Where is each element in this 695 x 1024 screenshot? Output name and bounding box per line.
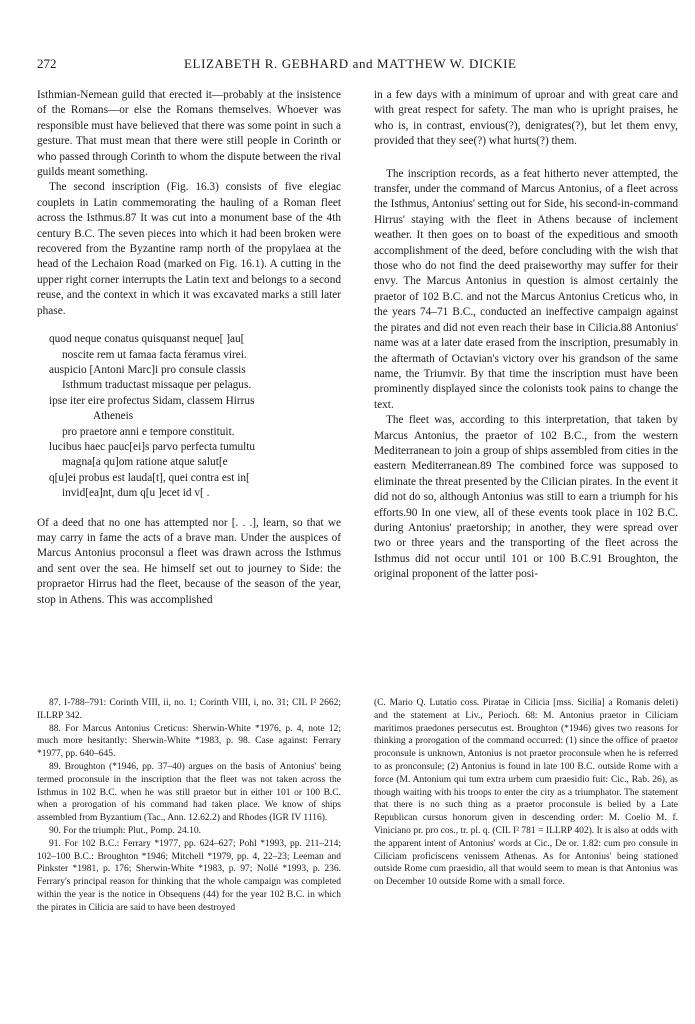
footnote-89: 89. Broughton (*1946, pp. 37–40) argues on the basis of Antonius' being termed proconsule in the inscription that the fleet was not taken across the Isthmus in 102 B.C. when he was still praetor but in either 101 or 100 B.C. when a prorogation of his command had taken place. We know of ships assembled from Byzantium (Tac., Ann. 12.62.2) and Rhodes (IGR IV 1116). bbox=[37, 761, 341, 824]
footnote-90: 90. For the triumph: Plut., Pomp. 24.10. bbox=[49, 825, 202, 836]
footnotes-right bbox=[374, 697, 678, 889]
paragraph-gap bbox=[374, 150, 678, 167]
footnote-87: 87. I-788–791: Corinth VIII, ii, no. 1; Corinth VIII, i, no. 31; CIL I² 2662; ILLRP 342. bbox=[37, 698, 341, 721]
latin-inscription bbox=[37, 332, 341, 501]
footnotes-left bbox=[37, 697, 341, 915]
running-head: ELIZABETH R. GEBHARD and MATTHEW W. DICKIE bbox=[184, 56, 517, 71]
paragraph-translation-cont: in a few days with a minimum of uproar and with great care and with great respect for safety. The man who is upright praises, he who is, in contrast, envious(?), denigrates(?), but let them envy, provided that they see(?) what hurts(?) them. bbox=[374, 89, 678, 148]
verse-line: Isthmum traductast missaque per pelagus. bbox=[62, 379, 252, 392]
running-header bbox=[37, 56, 659, 72]
verse-line: Atheneis bbox=[93, 410, 134, 423]
verse-line: magna[a qu]om ratione atque salut[e bbox=[62, 456, 228, 469]
verse-line: pro praetore anni e tempore constituit. bbox=[62, 425, 235, 438]
verse-line: invid[ea]nt, dum q[u ]ecet id v[ . bbox=[62, 487, 210, 500]
verse-line: noscite rem ut famaa facta feramus virei. bbox=[62, 348, 247, 361]
paragraph-translation: Of a deed that no one has attempted nor [. . .], learn, so that we may carry in fame the acts of a brave man. Under the auspices of Marcus Antonius proconsul a fleet was drawn across the Isthmus and sent over the sea. He himself set out to journey to Side: the propraetor Hirrus had the fleet, because of the season of the year, stop in Athens. This was accomplished bbox=[37, 516, 341, 606]
page-number: 272 bbox=[37, 56, 57, 71]
footnote-91-continued: (C. Mario Q. Lutatio coss. Piratae in Cilicia [mss. Sicilia] a Romanis deleti) and the statement at Liv., Perioch. 68: M. Antonius praetor in Ciliciam maritimos praedones persecutus est. Broughton (*1946) gives two reasons for thinking a prorogation of the command occurred: (1) since the office of praetor proconsule is unknown, Antonius is not praetor proconsule when he is referred to as pronconsule; (2) Antonius is found in late 100 B.C. outside Rome with a force (M. Antonium qui tum extra urbem cum praesidio fuit: Cic., Rab. 26), as though waiting with his troops to enter the city as a triumphator. The statement that there is no such thing as a praetor proconsule is belied by a Late Republican cursus honorum given in descending order: M. Coelio M. f. Viniciano pr. pro cos., tr. pl. q. (CIL I² 781 = ILLRP 402). It is also at odds with the apparent intent of Antonius' words at Cic., De or. 1.82: cum pro consule in Ciliciam proficiscens venissem Athenas. As for Antonius' being stationed outside Rome cum praesidio, all that would seem to mean is that Antonius was on December 10 outside Rome with a small force. bbox=[374, 698, 678, 888]
verse-line: ipse iter eire profectus Sidam, classem Hirrus bbox=[49, 394, 255, 407]
verse-line: q[u]ei probus est lauda[t], quei contra est in[ bbox=[49, 471, 250, 484]
verse-line: auspicio [Antoni Marc]i pro consule classis bbox=[49, 363, 246, 376]
paragraph-guild-dispute: Isthmian-Nemean guild that erected it—probably at the insistence of the Romans—or else the Romans themselves. Whoever was responsible must have believed that there was some point in such a gesture. That must mean that there were still people in Corinth or who passed through Corinth to whom the dispute between the rival guilds meant something. bbox=[37, 89, 341, 179]
footnote-88: 88. For Marcus Antonius Creticus: Sherwin-White *1976, p. 4, note 12; much more hesitantly: Sherwin-White *1983, p. 98. Case against: Ferrary *1977, pp. 640–645. bbox=[37, 723, 341, 760]
left-column bbox=[37, 88, 341, 608]
footnote-91: 91. For 102 B.C.: Ferrary *1977, pp. 624–627; Pohl *1993, pp. 211–214; 102–100 B.C.: Broughton *1946; Mitchell *1979, pp. 4, 22–23; Leeman and Pinkster *1981, p. 176; Sherwin-White *1983, p. 97; Nollé *1993, p. 236. Ferrary's principal reason for thinking that the whole campaign was completed within the year is the notice in Obsequens (44) for the year 102 B.C. in which the pirates in Cilicia are said to have been destroyed bbox=[37, 838, 341, 913]
paragraph-second-inscription: The second inscription (Fig. 16.3) consists of five elegiac couplets in Latin commemorating the hauling of a Roman fleet across the Isthmus.87 It was cut into a monument base of the 4th century B.C. The seven pieces into which it had been broken were recovered from the Byzantine ramp north of the propylaea at the head of the Lechaion Road (marked on Fig. 16.1). A cutting in the upper right corner interrupts the Latin text and belongs to a second reuse, and the context in which it was excavated marks a still later phase. bbox=[37, 181, 341, 317]
paragraph-fleet: The fleet was, according to this interpretation, that taken by Marcus Antonius, the praetor of 102 B.C., from the western Mediterranean to join a group of ships assembled from cities in the eastern Mediterranean.89 The combined force was supposed to eliminate the threat presented by the Cilician pirates. In the event it did not do so, although Antonius was still to earn a triumph for his efforts.90 In one view, all of these events took place in 102 B.C. during Antonius' praetorship; in another, they were spread over two or three years and the transporting of the fleet across the Isthmus did not occur until 101 or 100 B.C.91 Broughton, the original proponent of the latter posi- bbox=[374, 414, 678, 581]
right-column bbox=[374, 88, 678, 583]
verse-line: lucibus haec pauc[ei]s parvo perfecta tumultu bbox=[49, 440, 256, 453]
paragraph-inscription-records: The inscription records, as a feat hitherto never attempted, the transfer, under the command of Marcus Antonius, of a fleet across the Isthmus, Antonius' setting out for Side, his second-in-command Hirrus' staying with the fleet in Athens because of inclement weather. It then goes on to boast of the expeditious and smooth accomplishment of the deed, before concluding with the wish that those who do not find the deed praiseworthy may suffer for their envy. The Marcus Antonius in question is almost certainly the praetor of 102 B.C. and not the Marcus Antonius Creticus who, in the years 74–71 B.C., conducted an ineffective campaign against the pirates and did not even reach their base in Cilicia.88 Antonius' name was at a later date erased from the inscription, presumably in the aftermath of Octavian's victory over his grandson of the same name, the Triumvir. By that time the inscription must have been prominently displayed since the colonists took pains to change the text. bbox=[374, 167, 678, 411]
verse-line: quod neque conatus quisquanst neque[ ]au[ bbox=[49, 333, 245, 346]
